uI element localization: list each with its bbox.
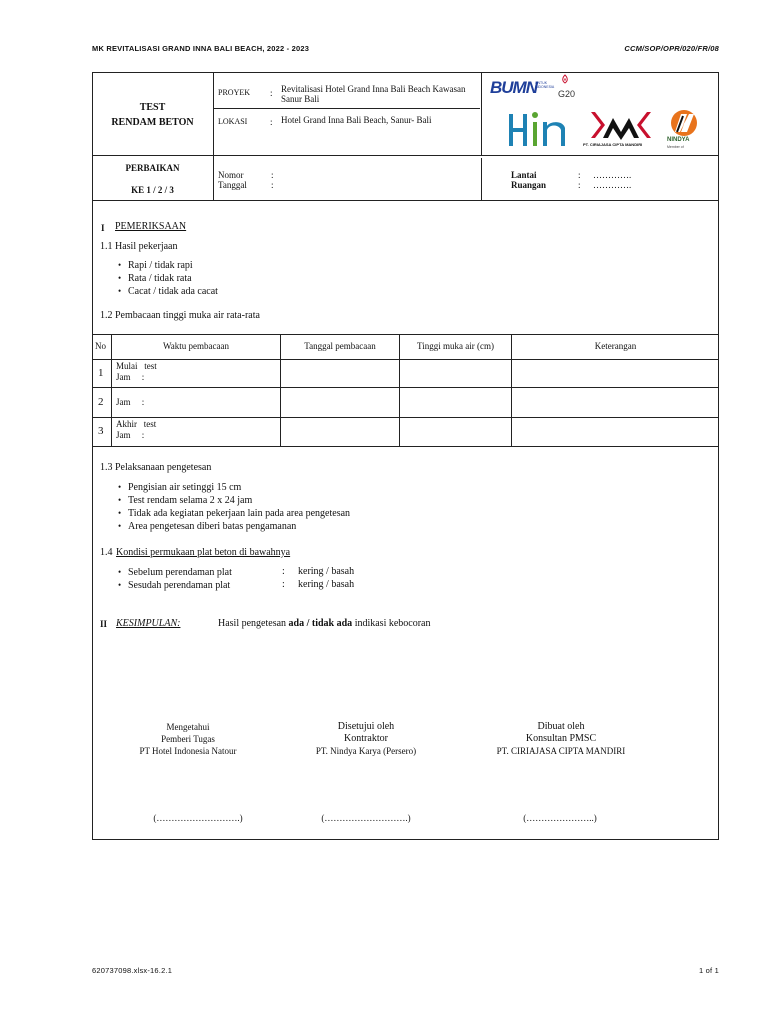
title-line2: RENDAM BETON — [111, 117, 194, 128]
table-border — [92, 334, 719, 335]
section12-title: 1.2 Pembacaan tinggi muka air rata-rata — [100, 310, 260, 321]
table-row-3-no: 3 — [98, 425, 104, 437]
proyek-colon: : — [270, 88, 273, 98]
sig-title: Konsultan PMSC — [525, 733, 597, 744]
table-header-tanggal: Tanggal pembacaan — [304, 341, 376, 351]
list-item — [114, 579, 232, 592]
lantai-label: Lantai — [511, 170, 537, 180]
table-header-keterangan: Keterangan — [594, 341, 637, 351]
bumn-sub1: UNTUK — [535, 81, 548, 85]
divider — [92, 200, 719, 201]
kondisi-colon-1: : — [282, 566, 285, 577]
tanggal-colon: : — [271, 180, 274, 190]
table-border — [92, 417, 719, 418]
lokasi-label: LOKASI — [218, 117, 248, 126]
sig-company: PT. CIRIAJASA CIPTA MANDIRI — [496, 746, 626, 756]
divider — [214, 108, 480, 109]
list-item — [114, 566, 232, 579]
section14-number: 1.4 — [100, 547, 113, 558]
page-header-left: MK REVITALISASI GRAND INNA BALI BEACH, 2022 - 2023 — [92, 44, 310, 53]
section13-list — [114, 481, 350, 533]
table-row-2-waktu: Jam : — [116, 397, 145, 407]
row3-line1: Akhir test — [116, 419, 157, 429]
perbaikan-label: PERBAIKAN — [125, 163, 180, 173]
list-item: • Rata / tidak rata — [114, 272, 218, 285]
nomor-colon: : — [271, 170, 274, 180]
table-border — [92, 387, 719, 388]
list-item: • Pengisian air setinggi 15 cm — [114, 481, 350, 494]
sig-role: Mengetahui — [166, 722, 210, 732]
section14-title: Kondisi permukaan plat beton di bawahnya — [116, 547, 291, 558]
table-header-tinggi: Tinggi muka air (cm) — [417, 341, 494, 351]
title-line1: TEST — [139, 102, 166, 113]
logo-area — [485, 76, 715, 154]
table-row-2-no: 2 — [98, 396, 104, 408]
table-row-1-waktu — [116, 361, 157, 383]
kondisi-colon-2: : — [282, 579, 285, 590]
nindya-wordmark: NINDYA — [667, 137, 690, 143]
row3-line2: Jam : — [116, 430, 145, 440]
kesimpulan-c: indikasi kebocoran — [352, 618, 431, 629]
kondisi-value-1: kering / basah — [298, 566, 355, 577]
row1-line1: Mulai test — [116, 361, 157, 371]
table-header-waktu: Waktu pembacaan — [163, 341, 229, 351]
ruangan-value: …………. — [593, 180, 632, 190]
lantai-colon: : — [578, 170, 581, 180]
divider — [481, 72, 482, 156]
list-item: • Area pengetesan diberi batas pengamanan — [114, 520, 350, 533]
sig-title: Kontraktor — [344, 733, 388, 744]
nindya-sub: Member of — [667, 145, 684, 149]
divider — [92, 155, 719, 156]
kondisi-label: Sesudah perendaman plat — [128, 580, 231, 591]
g20-emblem-icon — [560, 74, 570, 88]
table-row-3-waktu — [116, 419, 156, 441]
lantai-value: …………. — [593, 170, 632, 180]
table-header-no: No — [95, 341, 106, 351]
sig-title: Pemberi Tugas — [161, 734, 215, 744]
kesimpulan-a: Hasil pengetesan — [218, 618, 289, 629]
sig-company: PT Hotel Indonesia Natour — [139, 746, 237, 756]
section11-title: 1.1 Hasil pekerjaan — [100, 241, 178, 252]
proyek-value: Revitalisasi Hotel Grand Inna Bali Beach Kawasan Sanur Bali — [281, 84, 466, 104]
sig-role: Disetujui oleh — [337, 721, 395, 732]
section13-title: 1.3 Pelaksanaan pengetesan — [100, 462, 212, 473]
ccm-caption: PT. CIRIAJASA CIPTA MANDIRI — [583, 142, 643, 147]
perbaikan-ke: KE 1 / 2 / 3 — [131, 185, 174, 195]
list-item: • Test rendam selama 2 x 24 jam — [114, 494, 350, 507]
table-border — [92, 446, 719, 447]
row1-line2: Jam : — [116, 372, 145, 382]
ccm-logo — [589, 110, 653, 140]
signature-block-3 — [486, 721, 636, 757]
signature-block-2 — [296, 721, 436, 757]
footer-left: 620737098.xlsx-16.2.1 — [92, 966, 173, 975]
section1-title: PEMERIKSAAN — [115, 221, 187, 232]
nomor-label: Nomor — [218, 170, 244, 180]
list-item: • Cacat / tidak ada cacat — [114, 285, 218, 298]
sig-company: PT. Nindya Karya (Persero) — [315, 746, 417, 756]
section1-roman: I — [101, 223, 105, 233]
footer-right: 1 of 1 — [699, 966, 719, 975]
divider — [213, 72, 214, 200]
section11-list — [114, 259, 218, 298]
signature-block-1 — [118, 721, 258, 757]
ruangan-label: Ruangan — [511, 180, 547, 190]
bumn-sub2: INDONESIA — [535, 85, 555, 89]
kesimpulan-b: ada / tidak ada — [288, 618, 353, 629]
section14-list — [114, 566, 232, 592]
ruangan-colon: : — [578, 180, 581, 190]
kondisi-label: Sebelum perendaman plat — [128, 567, 232, 578]
divider — [481, 158, 482, 200]
form-title — [92, 100, 213, 130]
nindya-logo-icon — [667, 108, 701, 138]
list-item: • Rapi / tidak rapi — [114, 259, 218, 272]
page-header-right: CCM/SOP/OPR/020/FR/08 — [624, 44, 719, 53]
list-item: • Tidak ada kegiatan pekerjaan lain pada area pengetesan — [114, 507, 350, 520]
section2-roman: II — [100, 619, 108, 629]
section2-title: KESIMPULAN: — [116, 618, 181, 629]
lokasi-colon: : — [270, 117, 273, 127]
kesimpulan-text — [218, 618, 431, 629]
table-border — [92, 359, 719, 360]
kondisi-value-2: kering / basah — [298, 579, 355, 590]
signature-line-3: (…………………..) — [523, 813, 597, 823]
table-row-1-no: 1 — [98, 367, 104, 379]
lokasi-value: Hotel Grand Inna Bali Beach, Sanur- Bali — [281, 115, 432, 125]
signature-line-1: (……………………….) — [153, 813, 243, 823]
proyek-label: PROYEK — [218, 88, 251, 97]
signature-line-2: (……………………….) — [321, 813, 411, 823]
bumn-logo: BUMN — [490, 78, 537, 97]
sig-role: Dibuat oleh — [537, 721, 585, 732]
g20-logo: G20 — [558, 89, 576, 99]
bumn-sub — [535, 81, 554, 89]
hin-logo — [507, 108, 575, 150]
tanggal-label: Tanggal — [218, 180, 247, 190]
